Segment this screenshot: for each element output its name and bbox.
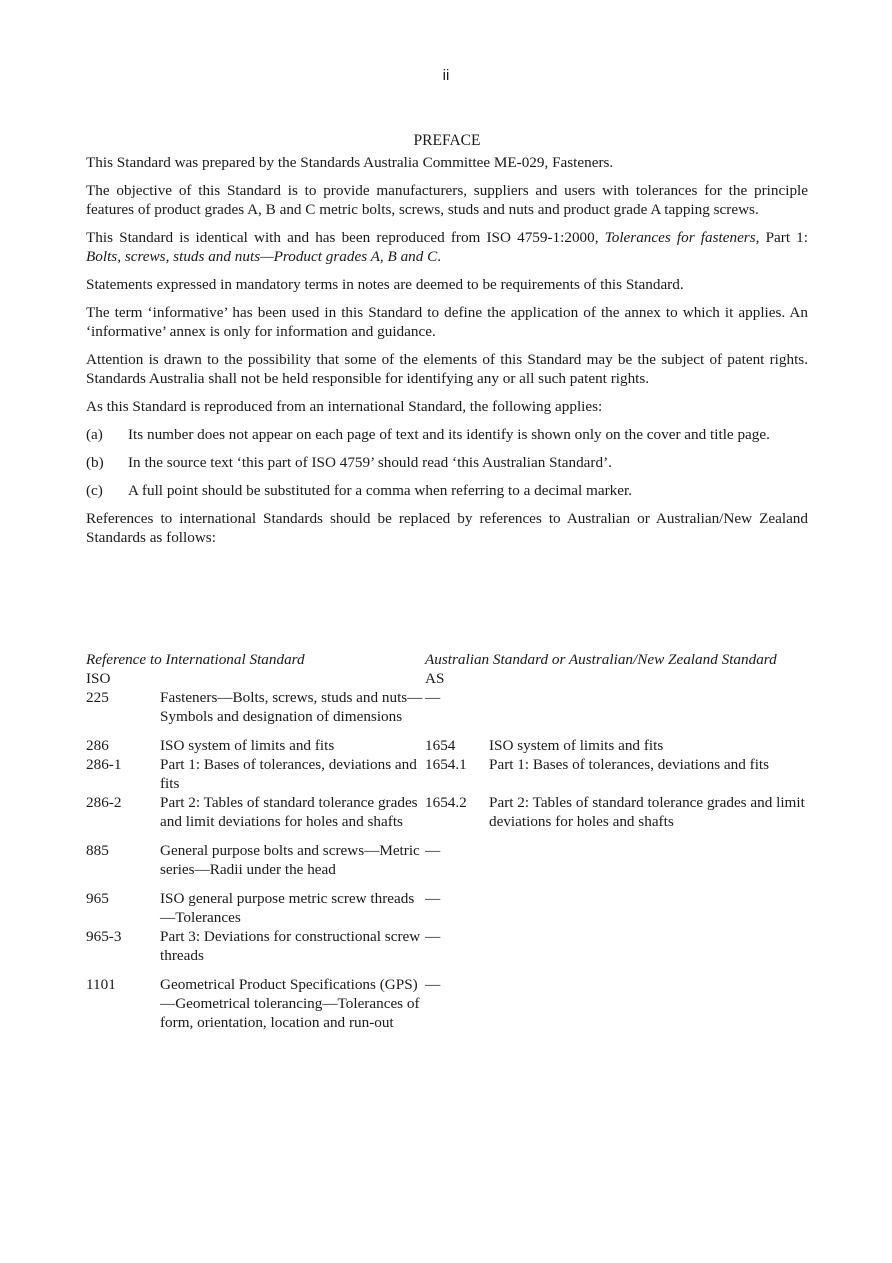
iso-title: Fasteners—Bolts, screws, studs and nuts—Symbols and designation of dimensions	[160, 689, 423, 725]
as-prefix: AS	[425, 670, 445, 687]
list-text: Its number does not appear on each page of text and its identify is shown only on the cover and title page.	[128, 426, 770, 443]
iso-number: 286	[86, 737, 109, 754]
as-title: Part 2: Tables of standard tolerance grades and limit deviations for holes and shafts	[489, 794, 805, 830]
iso-number: 225	[86, 689, 109, 706]
reference-table	[86, 650, 808, 1032]
page-title: PREFACE	[413, 132, 481, 149]
as-number: 1654.1	[425, 756, 467, 773]
paragraph-committee: This Standard was prepared by the Standards Australia Committee ME-029, Fasteners.	[86, 154, 614, 171]
list-item	[86, 453, 808, 472]
table-row	[86, 889, 808, 927]
table-row	[86, 793, 808, 831]
paragraph-patent: Attention is drawn to the possibility that some of the elements of this Standard may be the subject of patent rights. Standards Australia shall not be held responsible for identifying any or all such patent rights.	[86, 351, 808, 387]
iso-title: Part 3: Deviations for constructional screw threads	[160, 928, 421, 964]
table-row	[86, 755, 808, 793]
as-title	[489, 927, 808, 965]
identical-title-1: Tolerances for fasteners	[604, 229, 756, 246]
list-label: (b)	[86, 454, 104, 471]
paragraph-reproduced: As this Standard is reproduced from an international Standard, the following applies:	[86, 398, 603, 415]
paragraph-mandatory: Statements expressed in mandatory terms in notes are deemed to be requirements of this Standard.	[86, 276, 684, 293]
iso-number: 286-1	[86, 756, 122, 773]
iso-title: General purpose bolts and screws—Metric series—Radii under the head	[160, 842, 420, 878]
list-label: (a)	[86, 426, 103, 443]
list-text: A full point should be substituted for a comma when referring to a decimal marker.	[128, 482, 633, 499]
list-text: In the source text ‘this part of ISO 4759’ should read ‘this Australian Standard’.	[128, 454, 612, 471]
iso-prefix: ISO	[86, 670, 111, 687]
list-item	[86, 425, 808, 444]
iso-title: Part 1: Bases of tolerances, deviations and fits	[160, 756, 417, 792]
reference-table-header	[86, 650, 808, 669]
international-header: Reference to International Standard	[86, 651, 305, 668]
paragraph-objective: The objective of this Standard is to provide manufacturers, suppliers and users with tolerances for the principle features of product grades A, B and C metric bolts, screws, studs and nuts and product grade A tapping screws.	[86, 182, 808, 218]
as-title: Part 1: Bases of tolerances, deviations and fits	[489, 756, 770, 773]
list-label: (c)	[86, 482, 103, 499]
iso-number: 885	[86, 842, 109, 859]
iso-number: 286-2	[86, 794, 122, 811]
as-title	[489, 975, 808, 1032]
paragraph-references: References to international Standards should be replaced by references to Australian or Australian/New Zealand Standards as follows:	[86, 510, 808, 546]
as-number: —	[425, 890, 441, 907]
table-row	[86, 688, 808, 726]
identical-title-2: Bolts, screws, studs and nuts—Product grades A, B and C	[86, 248, 438, 265]
as-title	[489, 688, 808, 726]
page-number: ii	[442, 67, 450, 84]
paragraph-identical	[86, 228, 808, 266]
iso-title: ISO system of limits and fits	[160, 737, 335, 754]
preface-body	[86, 131, 808, 556]
as-number: —	[425, 976, 441, 993]
as-title	[489, 841, 808, 879]
identical-text-3: .	[437, 248, 442, 265]
table-row	[86, 736, 808, 755]
identical-text-1: This Standard is identical with and has been reproduced from ISO 4759-1:2000,	[86, 229, 605, 246]
table-row	[86, 975, 808, 1032]
as-number: —	[425, 689, 441, 706]
paragraph-informative: The term ‘informative’ has been used in this Standard to define the application of the annex to which it applies. An ‘informative’ annex is only for information and guidance.	[86, 304, 808, 340]
as-title	[489, 889, 808, 927]
as-title: ISO system of limits and fits	[489, 737, 664, 754]
table-row	[86, 927, 808, 965]
as-number: 1654	[425, 737, 456, 754]
australian-header: Australian Standard or Australian/New Zealand Standard	[425, 651, 777, 668]
as-number: —	[425, 928, 441, 945]
identical-text-2: , Part 1:	[755, 229, 809, 246]
as-number: 1654.2	[425, 794, 467, 811]
table-row	[86, 841, 808, 879]
as-number: —	[425, 842, 441, 859]
iso-number: 965-3	[86, 928, 122, 945]
iso-title: Geometrical Product Specifications (GPS)—Geometrical tolerancing—Tolerances of form, orientation, location and run-out	[160, 976, 420, 1031]
iso-title: Part 2: Tables of standard tolerance grades and limit deviations for holes and shafts	[160, 794, 418, 830]
list-item	[86, 481, 808, 500]
iso-number: 965	[86, 890, 109, 907]
table-prefix-row	[86, 669, 808, 688]
iso-title: ISO general purpose metric screw threads—Tolerances	[160, 890, 415, 926]
iso-number: 1101	[86, 976, 116, 993]
